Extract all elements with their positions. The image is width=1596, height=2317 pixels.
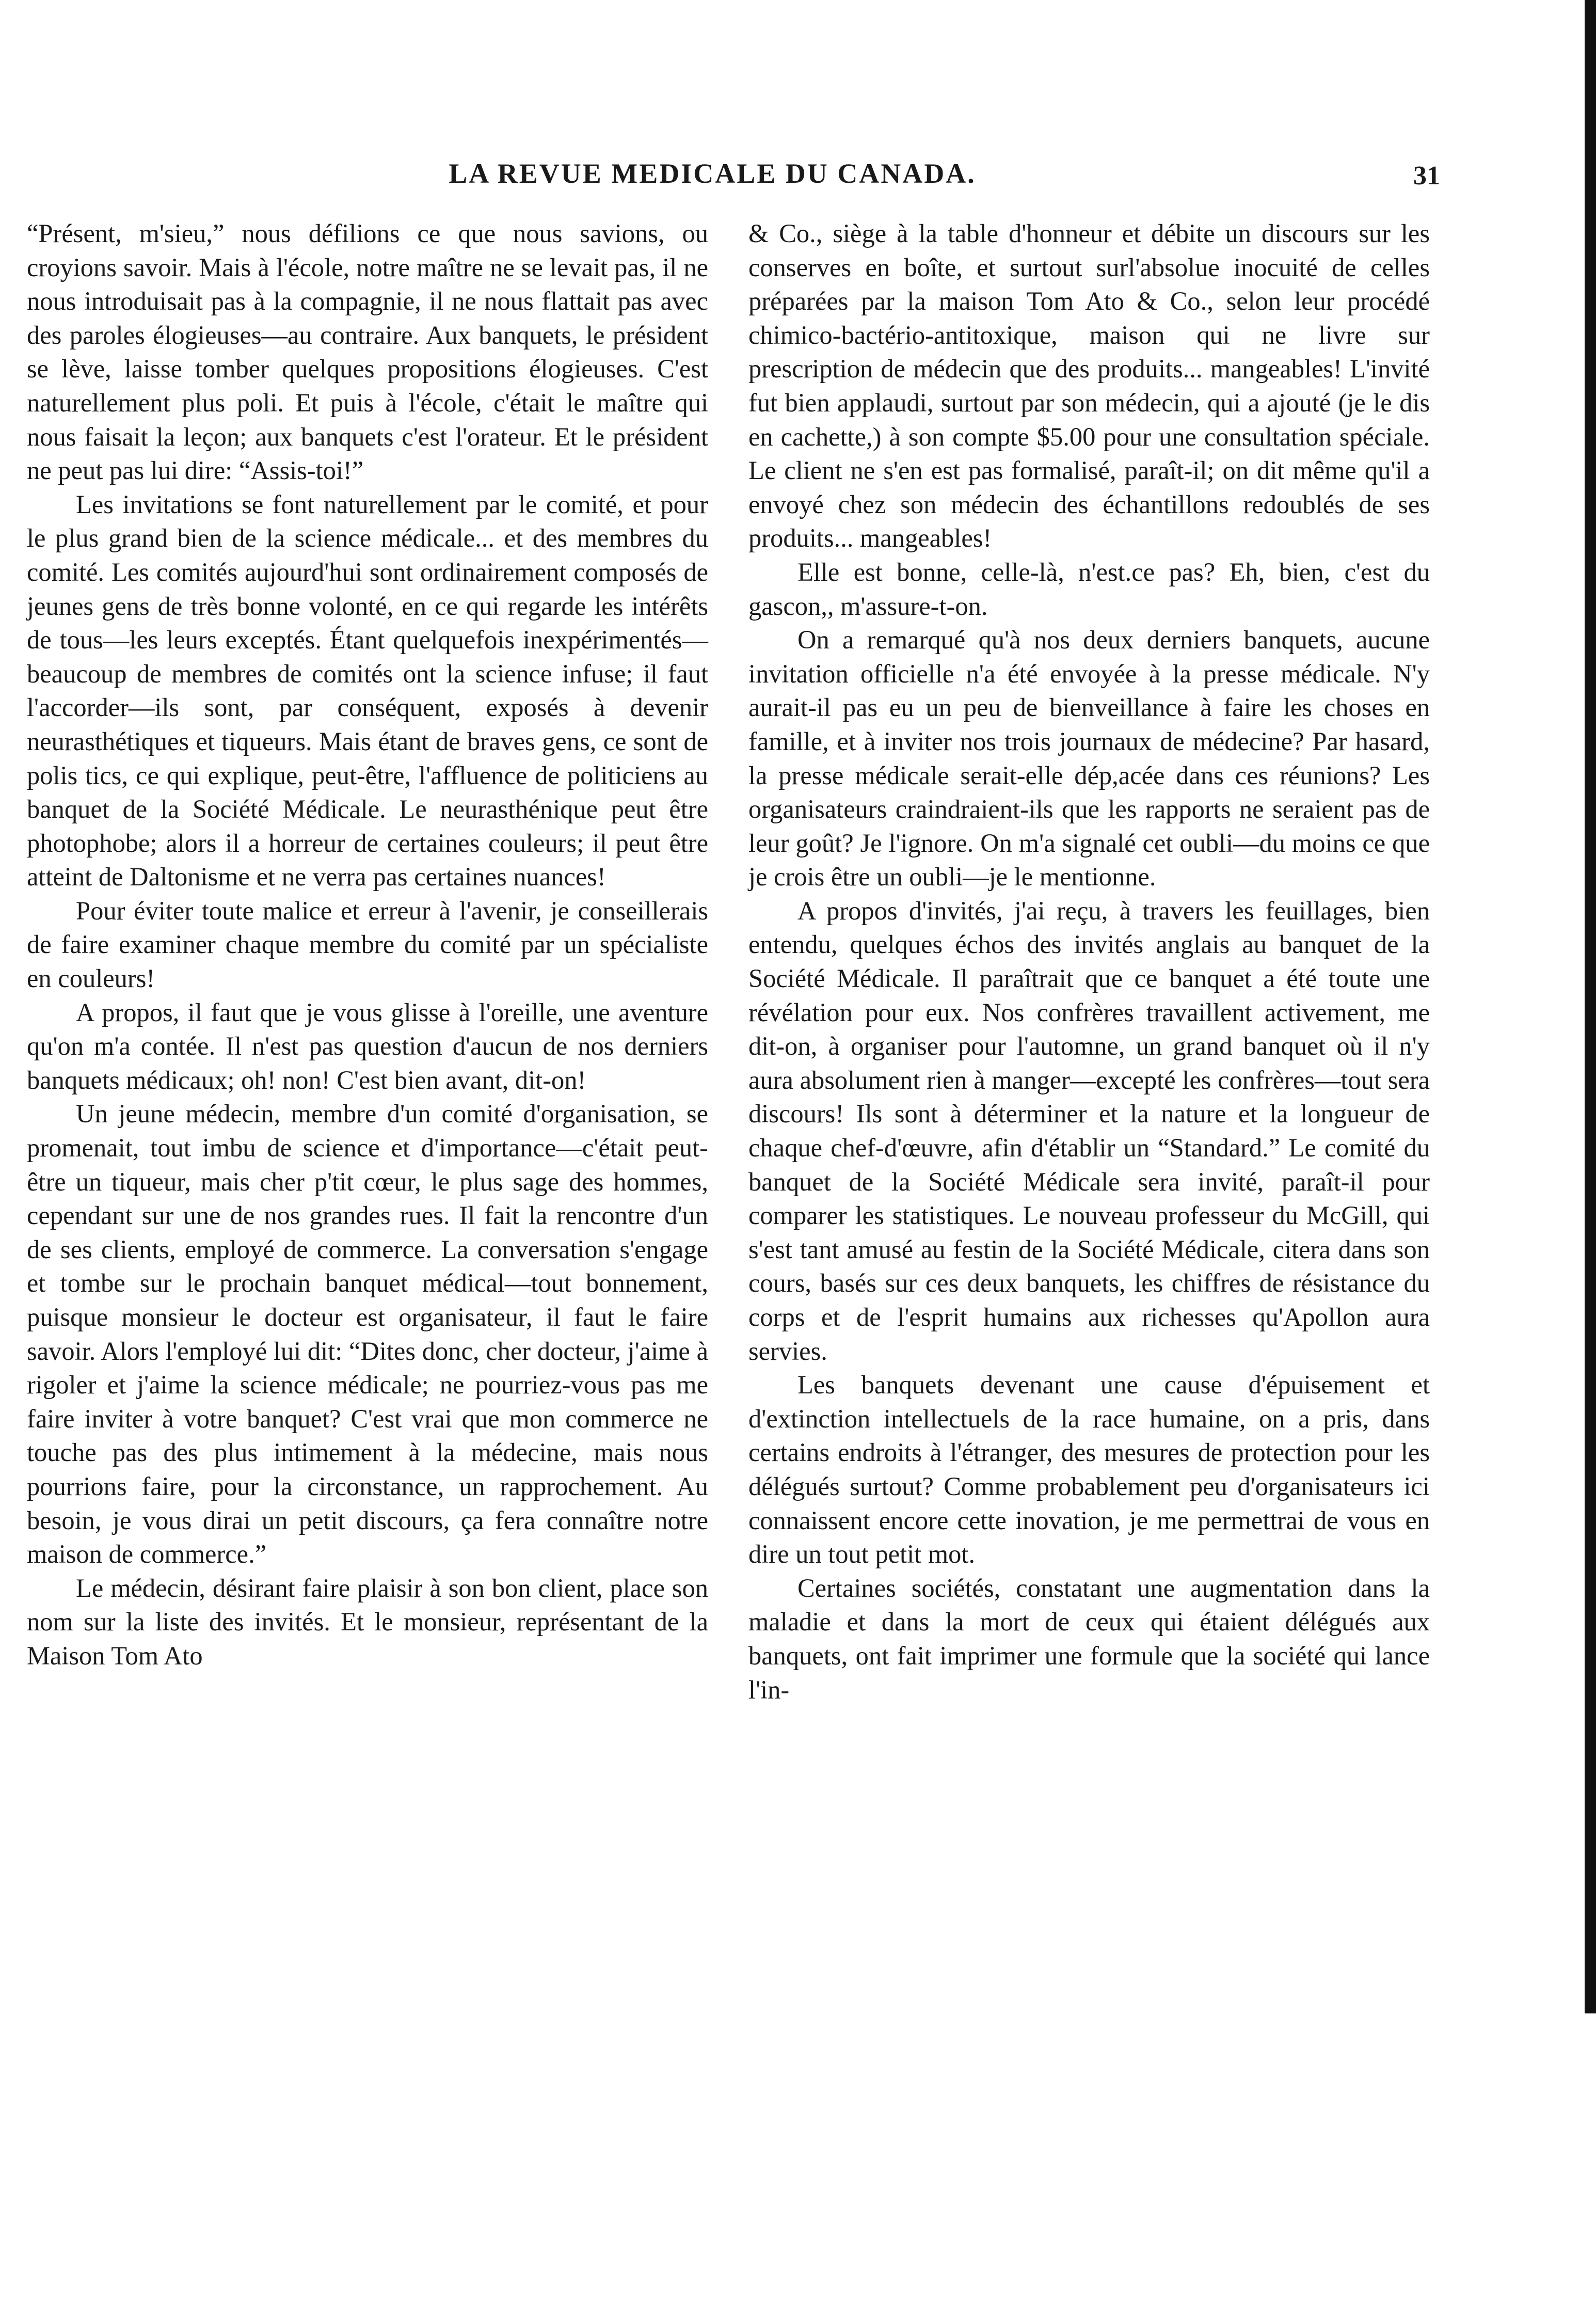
paragraph: Elle est bonne, celle-là, n'est.ce pas? Eh, bien, c'est du gascon,, m'assure-t-on. (748, 557, 1430, 621)
right-column (748, 217, 1430, 1707)
paragraph: Les invitations se font naturellement par le comité, et pour le plus grand bien de la science médicale... et des membres du comité. Les comités aujourd'hui sont ordinairement composés de jeunes gens de très bonne volonté, en ce qui regarde les intérêts de tous—les leurs exceptés. Étant quelquefois inexpérimentés—beaucoup de membres de comités ont la science infuse; il faut l'accorder—ils sont, par conséquent, exposés à devenir neurasthétiques et tiqueurs. Mais étant de braves gens, ce sont de polis tics, ce qui explique, peut-être, l'affluence de politiciens au banquet de la Société Médicale. Le neurasthénique peut être photophobe; alors il a horreur de certaines couleurs; il peut être atteint de Daltonisme et ne verra pas certaines nuances! (27, 489, 708, 892)
running-head (0, 157, 1596, 199)
paragraph: Le médecin, désirant faire plaisir à son bon client, place son nom sur la liste des invités. Et le monsieur, représentant de la Maison Tom Ato (27, 1573, 708, 1670)
paragraph: Certaines sociétés, constatant une augmentation dans la maladie et dans la mort de ceux qui étaient délégués aux banquets, ont fait imprimer une formule que la société qui lance l'in- (748, 1573, 1430, 1704)
paragraph: On a remarqué qu'à nos deux derniers banquets, aucune invitation officielle n'a été envoyée à la presse médicale. N'y aurait-il pas eu un peu de bienveillance à faire les choses en famille, et à inviter nos trois journaux de médecine? Par hasard, la presse médicale serait-elle dép,acée dans ces réunions? Les organisateurs craindraient-ils que les rapports ne seraient pas de leur goût? Je l'ignore. On m'a signalé cet oubli—du moins ce que je crois être un oubli—je le mentionne. (748, 625, 1430, 892)
journal-title: LA REVUE MEDICALE DU CANADA. (449, 158, 976, 189)
left-column (27, 217, 708, 1673)
page-number: 31 (1413, 161, 1440, 191)
page-edge-shadow (1585, 0, 1596, 2013)
paragraph: A propos, il faut que je vous glisse à l'oreille, une aventure qu'on m'a contée. Il n'est pas question d'aucun de nos derniers banquets médicaux; oh! non! C'est bien avant, dit-on! (27, 997, 708, 1094)
paragraph: A propos d'invités, j'ai reçu, à travers les feuillages, bien entendu, quelques échos des invités anglais au banquet de la Société Médicale. Il paraîtrait que ce banquet a été toute une révélation pour eux. Nos confrères travaillent activement, me dit-on, à organiser pour l'automne, un grand banquet où il n'y aura absolument rien à manger—excepté les confrères—tout sera discours! Ils sont à déterminer et la nature et la longueur de chaque chef-d'œuvre, afin d'établir un “Standard.” Le comité du banquet de la Société Médicale sera invité, paraît-il pour comparer les statistiques. Le nouveau professeur du McGill, qui s'est tant amusé au festin de la Société Médicale, citera dans son cours, basés sur ces deux banquets, les chiffres de résistance du corps et de l'esprit humains aux richesses qu'Apollon aura servies. (748, 896, 1430, 1366)
paragraph: Un jeune médecin, membre d'un comité d'organisation, se promenait, tout imbu de science et d'importance—c'était peut-être un tiqueur, mais cher p'tit cœur, le plus sage des hommes, cependant sur une de nos grandes rues. Il fait la rencontre d'un de ses clients, employé de commerce. La conversation s'engage et tombe sur le prochain banquet médical—tout bonnement, puisque monsieur le docteur est organisateur, il faut le faire savoir. Alors l'employé lui dit: “Dites donc, cher docteur, j'aime à rigoler et j'aime la science médicale; ne pourriez-vous pas me faire inviter à votre banquet? C'est vrai que mon commerce ne touche pas des plus intimement à la médecine, mais nous pourrions faire, pour la circonstance, un rapprochement. Au besoin, je vous dirai un petit discours, ça fera connaître notre maison de commerce.” (27, 1099, 708, 1569)
paragraph: Pour éviter toute malice et erreur à l'avenir, je conseillerais de faire examiner chaque membre du comité par un spécialiste en couleurs! (27, 896, 708, 993)
paragraph: & Co., siège à la table d'honneur et débite un discours sur les conserves en boîte, et surtout surl'absolue inocuité de celles préparées par la maison Tom Ato & Co., selon leur procédé chimico-bactério-antitoxique, maison qui ne livre sur prescription de médecin que des produits... mangeables! L'invité fut bien applaudi, surtout par son médecin, qui a ajouté (je le dis en cachette,) à son compte $5.00 pour une consultation spéciale. Le client ne s'en est pas formalisé, paraît-il; on dit même qu'il a envoyé chez son médecin des échantillons redoublés de ses produits... mangeables! (748, 219, 1430, 553)
paragraph: Les banquets devenant une cause d'épuisement et d'extinction intellectuels de la race humaine, on a pris, dans certains endroits à l'étranger, des mesures de protection pour les délégués surtout? Comme probablement peu d'organisateurs ici connaissent encore cette inovation, je me permettrai de vous en dire un tout petit mot. (748, 1370, 1430, 1569)
paragraph: “Présent, m'sieu,” nous défilions ce que nous savions, ou croyions savoir. Mais à l'école, notre maître ne se levait pas, il ne nous introduisait pas à la compagnie, il ne nous flattait pas avec des paroles élogieuses—au contraire. Aux banquets, le président se lève, laisse tomber quelques propositions élogieuses. C'est naturellement plus poli. Et puis à l'école, c'était le maître qui nous faisait la leçon; aux banquets c'est l'orateur. Et le président ne peut pas lui dire: “Assis-toi!” (27, 219, 708, 485)
